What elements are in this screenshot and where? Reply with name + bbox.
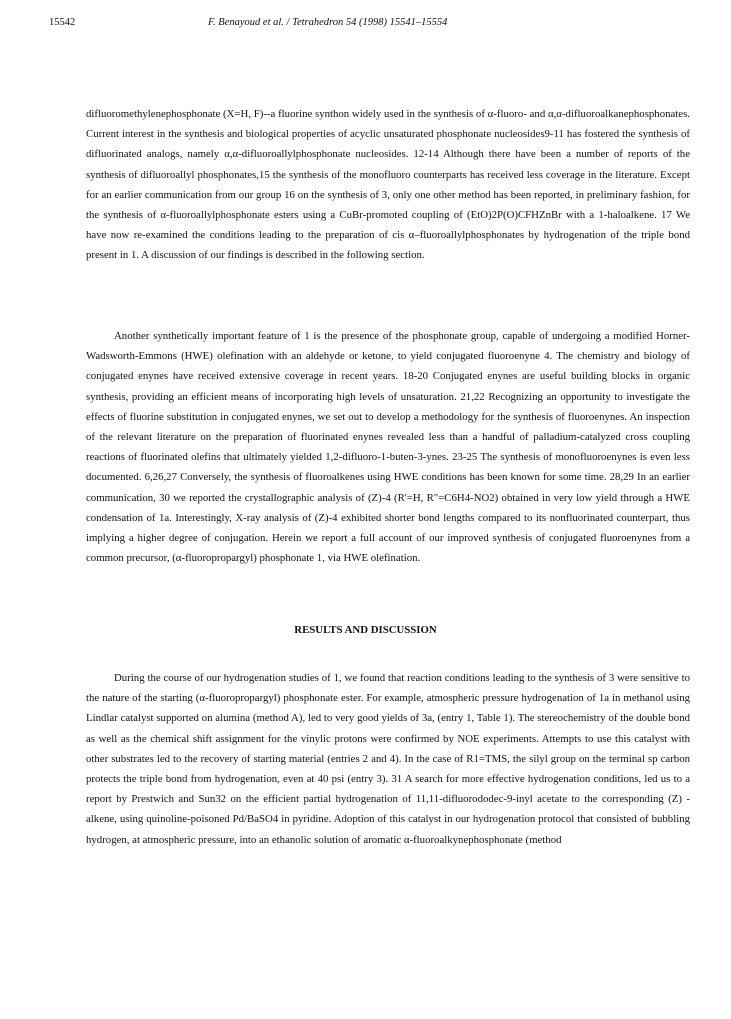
paragraph-conjugated-enynes (86, 326, 690, 568)
section-heading: RESULTS AND DISCUSSION (294, 624, 437, 636)
paragraph-text: Another synthetically important feature of 1 is the presence of the phosphonate group, capable of undergoing a modified Horner-Wadsworth-Emmons (HWE) olefination with an aldehyde or ketone, to yield conjugated fluoroenyne 4. The chemistry and biology of conjugated enynes have received extensive coverage in recent years. 18-20 Conjugated enynes are useful building blocks in organic synthesis, providing an efficient means of incorporating high levels of unsaturation. 21,22 Recognizing an opportunity to investigate the effects of fluorine substitution in conjugated enynes, we set out to develop a methodology for the synthesis of fluoroenynes. An inspection of the relevant literature on the preparation of fluorinated enynes revealed less than a handful of palladium-catalyzed cross coupling reactions of fluorinated olefins that ultimately yielded 1,2-difluoro-1-buten-3-ynes. 23-25 The synthesis of monofluoroenynes is even less documented. 6,26,27 Conversely, the synthesis of fluoroalkenes using HWE conditions has been known for some time. 28,29 In an earlier communication, 30 we reported the crystallographic analysis of (Z)-4 (R'=H, R"=C6H4-NO2) obtained in very low yield through a HWE condensation of 1a. Interestingly, X-ray analysis of (Z)-4 exhibited shorter bond lengths compared to its nonfluorinated counterpart, thus implying a higher degree of conjugation. Herein we report a full account of our improved synthesis of conjugated fluoroenynes from a common precursor, (α-fluoropropargyl) phosphonate 1, via HWE olefination. (86, 330, 690, 565)
paragraph-results (86, 668, 690, 850)
running-citation: F. Benayoud et al. / Tetrahedron 54 (1998) 15541–15554 (208, 17, 448, 28)
paragraph-text: During the course of our hydrogenation studies of 1, we found that reaction conditions leading to the synthesis of 3 were sensitive to the nature of the starting (α-fluoropropargyl) phosphonate ester. For example, atmospheric pressure hydrogenation of 1a in methanol using Lindlar catalyst supported on alumina (method A), led to very good yields of 3a, (entry 1, Table 1). The stereochemistry of the double bond as well as the chemical shift assignment for the vinylic protons were confirmed by NOE experiments. Attempts to use this catalyst with other substrates led to the recovery of starting material (entries 2 and 4). In the case of R1=TMS, the silyl group on the terminal sp carbon protects the triple bond from hydrogenation, even at 40 psi (entry 3). 31 A search for more effective hydrogenation conditions, led us to a report by Prestwich and Sun32 on the efficient partial hydrogenation of 11,11-difluorododec-9-inyl acetate to the corresponding (Z) -alkene, using quinoline-poisoned Pd/BaSO4 in pyridine. Adoption of this catalyst in our hydrogenation protocol that consisted of bubbling hydrogen, at atmospheric pressure, into an ethanolic solution of aromatic α-fluoroalkynephosphonate (method (86, 672, 690, 846)
paragraph-intro-continued (86, 104, 690, 266)
paragraph-text: difluoromethylenephosphonate (X=H, F)--a fluorine synthon widely used in the synthesis of α-fluoro- and α,α-difluoroalkanephosphonates. Current interest in the synthesis and biological properties of acyclic unsaturated phosphonate nucleosides9-11 has fostered the synthesis of difluorinated analogs, namely α,α-difluoroallylphosphonate nucleosides. 12-14 Although there have been a number of reports of the synthesis of difluoroallyl phosphonates,15 the synthesis of the monofluoro counterparts has received less coverage in the literature. Except for an earlier communication from our group 16 on the synthesis of 3, only one other method has been reported, in preliminary fashion, for the synthesis of α-fluoroallylphosphonate esters using a CuBr-promoted coupling of (EtO)2P(O)CFHZnBr with a 1-haloalkene. 17 We have now re-examined the conditions leading to the preparation of cis α–fluoroallylphosphonates by hydrogenation of the triple bond present in 1. A discussion of our findings is described in the following section. (86, 108, 690, 262)
page-number: 15542 (49, 17, 76, 28)
